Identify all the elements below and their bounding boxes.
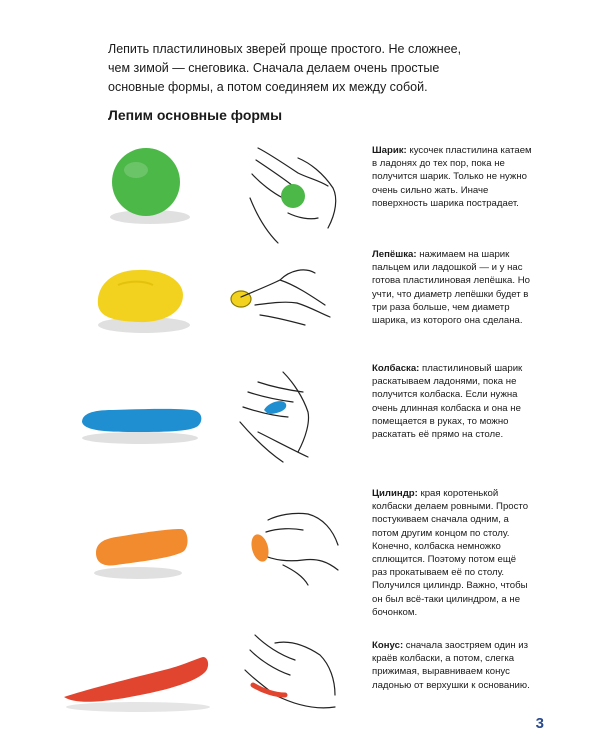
- cylinder-text: края коротенькой колбаски делаем ровными. Просто постукиваем сначала одним, а потом другим концом по столу. Конечно, колбаска немножко сплющится. Поэтому потом ещё раз прокатываем её по столу. Получился цилиндр. Важно, чтобы он был всё-таки цилиндром, а не бочонком.: [372, 488, 529, 618]
- section-heading: Лепим основные формы: [108, 107, 283, 123]
- shape-row-cone: [0, 625, 600, 725]
- hand-shaping-cone-icon: [235, 625, 345, 715]
- sausage-description: [372, 362, 532, 441]
- flatcake-description: [372, 248, 532, 327]
- finger-pressing-icon: [225, 255, 335, 345]
- cone-text: сначала заостряем один из краёв колбаски, а потом, слегка прижимая, выравниваем конус ладонью от верхушки к основанию.: [372, 640, 530, 691]
- intro-paragraph: [108, 40, 468, 97]
- intro-line: чем зимой — снеговика. Сначала делаем очень простые: [108, 61, 440, 75]
- sausage-illustration: [72, 382, 212, 462]
- cone-illustration: [58, 645, 218, 725]
- intro-line: Лепить пластилиновых зверей проще простого. Не сложнее,: [108, 42, 462, 56]
- cone-description: [372, 639, 532, 692]
- shape-row-sausage: [0, 362, 600, 472]
- page-number: 3: [535, 715, 544, 732]
- ball-text: кусочек пластилина катаем в ладонях до тех пор, пока не получится шарик. Только не нужно очень сильно жать. Иначе поверхность шарика пострадает.: [372, 145, 532, 209]
- ball-illustration: [92, 142, 212, 232]
- shape-row-ball: [0, 138, 600, 248]
- flatcake-text: нажимаем на шарик пальцем или ладошкой — и у нас готова пластилиновая лепёшка. Но учти, что диаметр лепёшки будет в три раза больше, чем диаметр шарика, из которого она сделана.: [372, 249, 530, 327]
- sausage-term: Колбаска:: [372, 363, 420, 374]
- cone-term: Конус:: [372, 640, 404, 651]
- shape-row-cylinder: [0, 488, 600, 618]
- flatcake-term: Лепёшка:: [372, 249, 417, 260]
- shape-row-flatcake: [0, 250, 600, 350]
- ball-description: [372, 144, 532, 210]
- intro-line: основные формы, а потом соединяем их между собой.: [108, 80, 428, 94]
- hands-rolling-ball-icon: [238, 138, 348, 248]
- ball-term: Шарик:: [372, 145, 407, 156]
- hand-tapping-cylinder-icon: [238, 500, 348, 590]
- cylinder-description: [372, 487, 532, 619]
- hands-rolling-sausage-icon: [228, 362, 338, 472]
- cylinder-term: Цилиндр:: [372, 488, 418, 499]
- sausage-text: пластилиновый шарик раскатываем ладонями, пока не получится колбаска. Если нужна очень длинная колбаска и она не помещается в руках, то можно раскатать её прямо на столе.: [372, 363, 523, 441]
- cylinder-illustration: [86, 515, 196, 595]
- flatcake-illustration: [88, 255, 198, 345]
